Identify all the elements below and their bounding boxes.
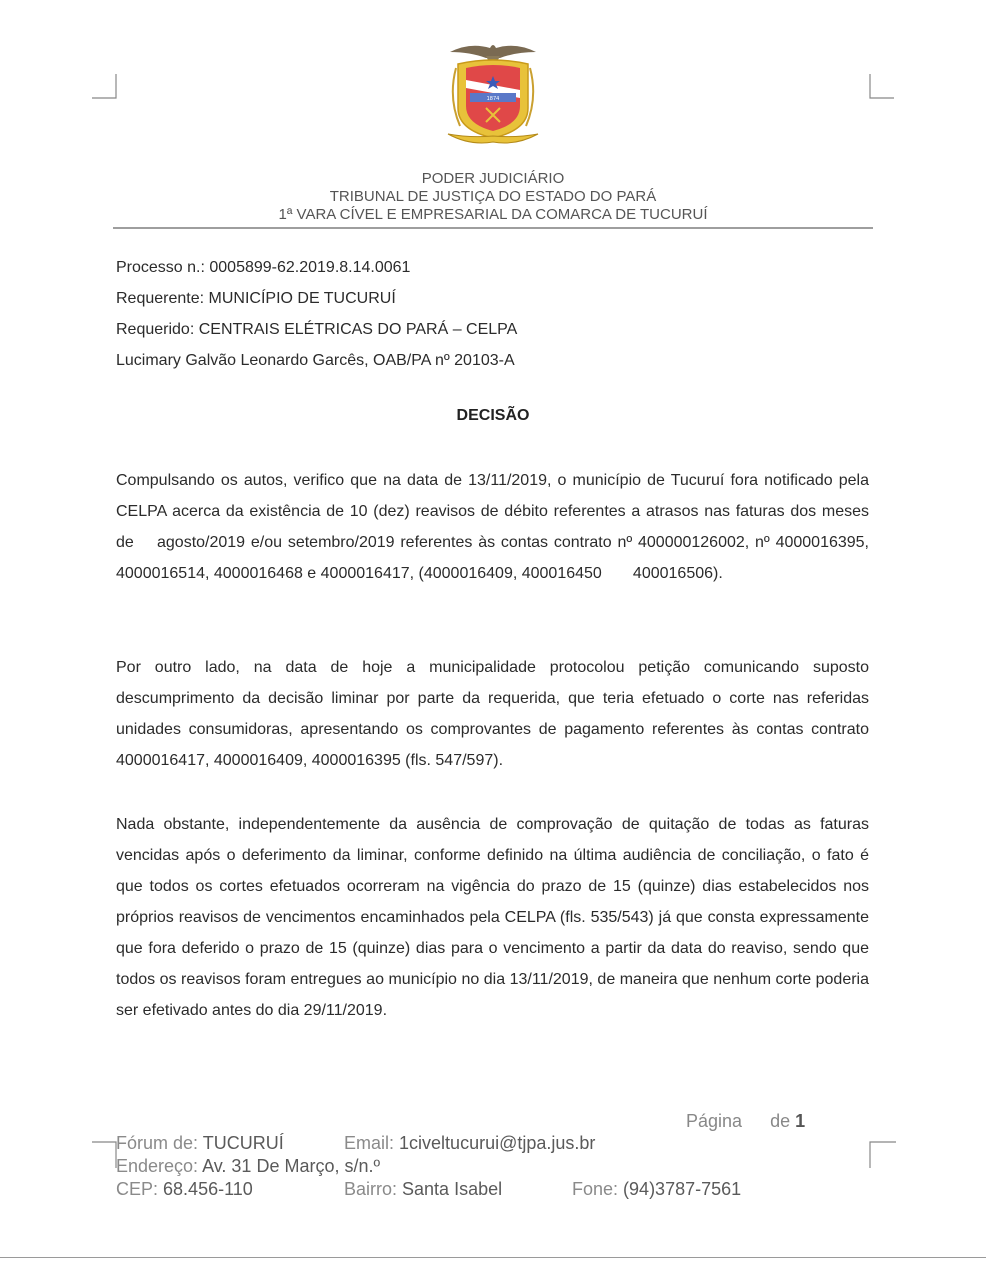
footer-phone: Fone: (94)3787-7561 — [572, 1179, 742, 1199]
footer-address-value: Av. 31 De Março, s/n.º — [202, 1156, 381, 1176]
court-header — [113, 170, 873, 224]
footer-bairro-value: Santa Isabel — [402, 1179, 503, 1199]
page-bottom-edge — [0, 1257, 986, 1258]
page-label: Página — [686, 1111, 743, 1131]
para-coat-of-arms-logo — [440, 38, 546, 150]
footer-bairro: Bairro: Santa Isabel — [344, 1179, 503, 1199]
footer-cep-value: 68.456-110 — [163, 1179, 253, 1199]
header-line-judiciary: PODER JUDICIÁRIO — [421, 170, 565, 187]
case-plaintiff: Requerente: MUNICÍPIO DE TUCURUÍ — [116, 290, 396, 307]
page-number — [686, 1111, 805, 1132]
paragraph-2: Por outro lado, na data de hoje a municipalidade protocolou petição comunicando suposto descumprimento da decisão liminar por parte da requerida, que teria efetuado o corte nas referidas unidades consumidoras, apresentando os comprovantes de pagamento referentes às contas contrato 4000016417, 4000016409, 4000016395 (fls. 547/597). — [116, 659, 869, 769]
footer-email-value: 1civeltucurui@tjpa.jus.br — [399, 1133, 596, 1153]
document-title: DECISÃO — [456, 407, 530, 424]
crop-mark-top-left — [90, 72, 120, 102]
footer-address: Endereço: Av. 31 De Março, s/n.º — [116, 1156, 381, 1176]
header-divider — [113, 227, 873, 229]
footer-forum: Fórum de: TUCURUÍ — [116, 1133, 284, 1153]
crop-mark-bottom-right — [866, 1138, 898, 1170]
page-total: 1 — [795, 1111, 806, 1131]
paragraph-1: Compulsando os autos, verifico que na data de 13/11/2019, o município de Tucuruí fora notificado pela CELPA acerca da existência de 10 (dez) reavisos de débito referentes a atrasos nas faturas dos meses de agosto/2019 e/ou setembro/2019 referentes às contas contrato nº 400000126002, nº 4000016395, 4000016514, 4000016468 e 4000016417, (4000016409, 400016450 400016506). — [116, 472, 874, 582]
paragraph-3: Nada obstante, independentemente da ausência de comprovação de quitação de todas as faturas vencidas após o deferimento da liminar, conforme definido na última audiência de conciliação, o fato é que todos os cortes efetuados ocorreram na vigência do prazo de 15 (quinze) dias estabelecidos nos próprios reavisos de vencimentos encaminhados pela CELPA (fls. 535/543) já que consta expressamente que fora deferido o prazo de 15 (quinze) dias para o vencimento a partir da data do reaviso, sendo que todos os reavisos foram entregues ao município no dia 13/11/2019, de maneira que nenhum corte poderia ser efetivado antes do dia 29/11/2019. — [116, 816, 869, 1019]
case-defendant: Requerido: CENTRAIS ELÉTRICAS DO PARÁ – CELPA — [116, 321, 518, 338]
footer-forum-value: TUCURUÍ — [202, 1133, 284, 1153]
page-of-label: de — [770, 1111, 791, 1131]
header-line-tribunal: TRIBUNAL DE JUSTIÇA DO ESTADO DO PARÁ — [329, 188, 657, 205]
header-line-vara: 1ª VARA CÍVEL E EMPRESARIAL DA COMARCA DE TUCURUÍ — [278, 206, 708, 223]
footer-phone-value: (94)3787-7561 — [623, 1179, 742, 1199]
footer-cep: CEP: 68.456-110 — [116, 1179, 253, 1199]
crop-mark-top-right — [866, 72, 896, 102]
case-attorney: Lucimary Galvão Leonardo Garcês, OAB/PA nº 20103-A — [116, 352, 515, 369]
case-metadata — [116, 252, 517, 376]
crest-year: 1874 — [486, 96, 500, 102]
case-number: Processo n.: 0005899-62.2019.8.14.0061 — [116, 259, 411, 276]
footer-email: Email: 1civeltucurui@tjpa.jus.br — [344, 1133, 596, 1153]
